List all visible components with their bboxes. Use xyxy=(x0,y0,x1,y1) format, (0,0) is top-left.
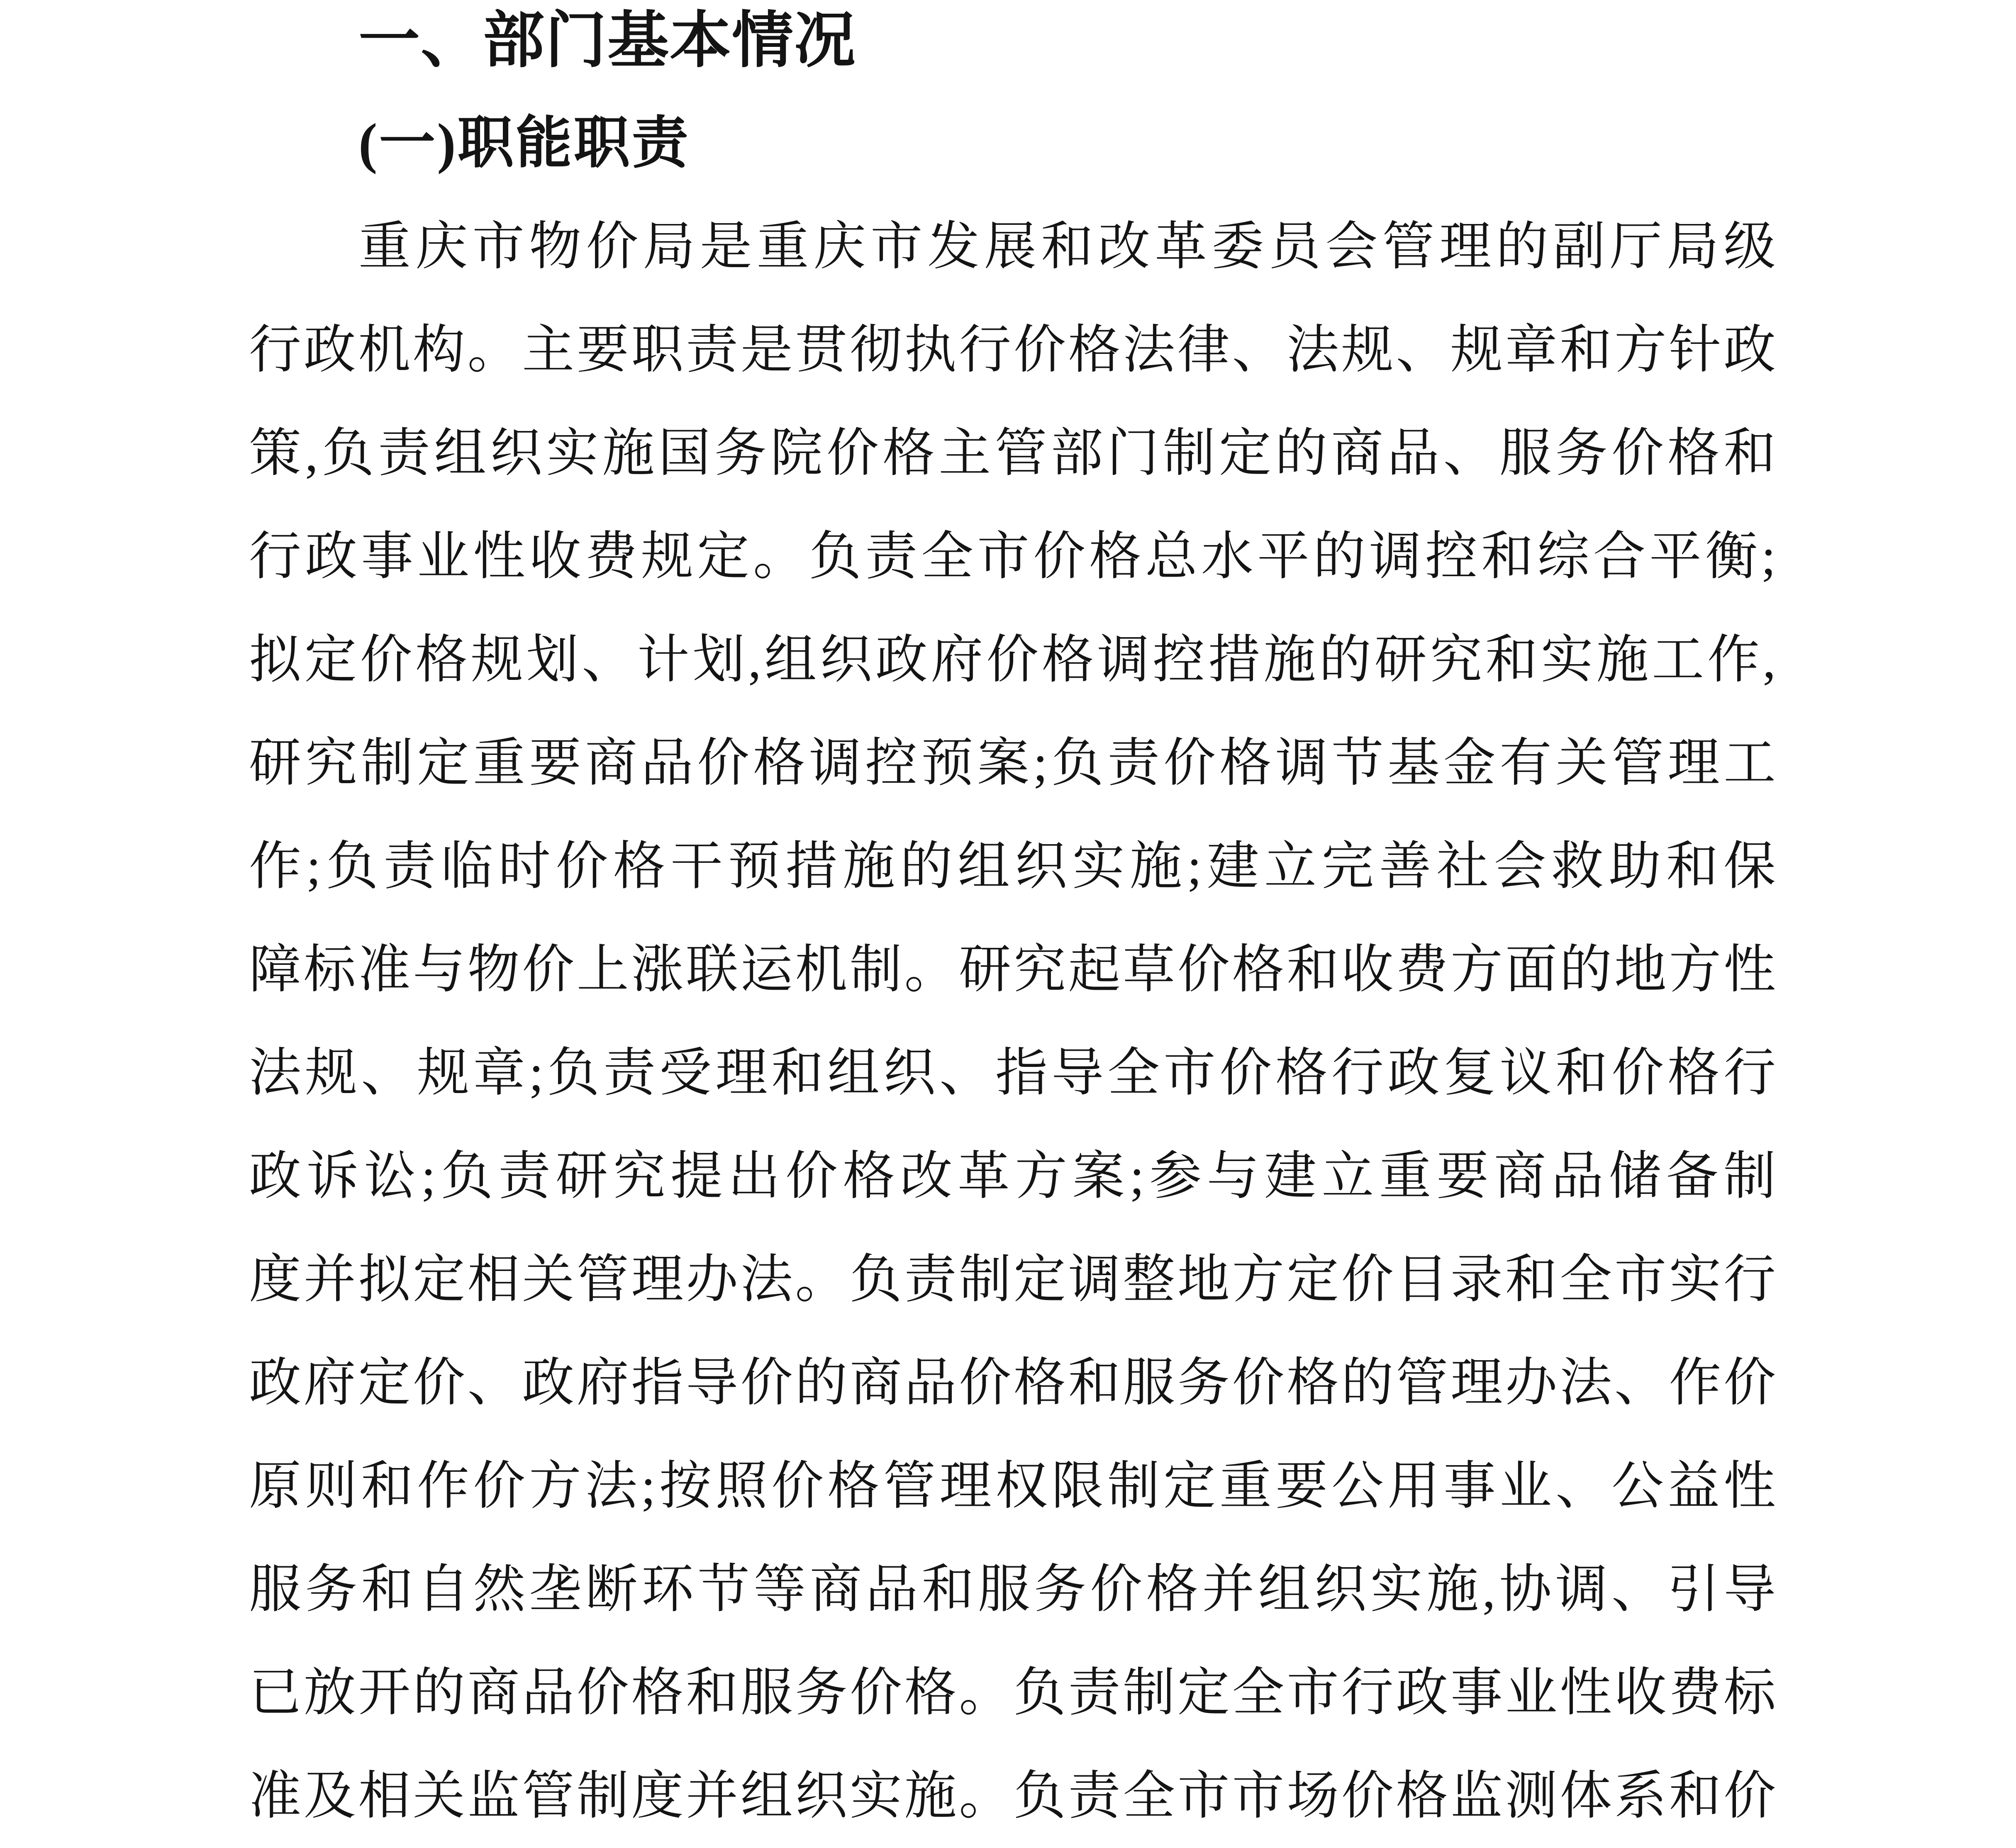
paragraph-line: 障标准与物价上涨联运机制。研究起草价格和收费方面的地方性 xyxy=(249,941,1776,999)
paragraph-line: 度并拟定相关管理办法。负责制定调整地方定价目录和全市实行 xyxy=(249,1251,1776,1309)
paragraph-line: 行政事业性收费规定。负责全市价格总水平的调控和综合平衡; xyxy=(249,528,1776,586)
paragraph-line: 拟定价格规划、计划,组织政府价格调控措施的研究和实施工作, xyxy=(249,631,1776,689)
section-heading: 一、部门基本情况 xyxy=(358,6,856,75)
paragraph-line: 原则和作价方法;按照价格管理权限制定重要公用事业、公益性 xyxy=(249,1458,1776,1515)
text-block xyxy=(249,0,1776,1848)
subsection-heading: (一)职能职责 xyxy=(358,112,690,175)
paragraph-line: 服务和自然垄断环节等商品和服务价格并组织实施,协调、引导 xyxy=(249,1561,1776,1619)
paragraph-line: 研究制定重要商品价格调控预案;负责价格调节基金有关管理工 xyxy=(249,735,1776,792)
paragraph-line: 政诉讼;负责研究提出价格改革方案;参与建立重要商品储备制 xyxy=(249,1148,1776,1205)
paragraph-line: 法规、规章;负责受理和组织、指导全市价格行政复议和价格行 xyxy=(249,1045,1776,1102)
paragraph-line: 政府定价、政府指导价的商品价格和服务价格的管理办法、作价 xyxy=(249,1354,1776,1412)
paragraph-line: 准及相关监管制度并组织实施。负责全市市场价格监测体系和价 xyxy=(249,1768,1776,1825)
paragraph-line: 已放开的商品价格和服务价格。负责制定全市行政事业性收费标 xyxy=(249,1664,1776,1722)
paragraph-line: 策,负责组织实施国务院价格主管部门制定的商品、服务价格和 xyxy=(249,425,1776,482)
paragraph-line: 重庆市物价局是重庆市发展和改革委员会管理的副厅局级 xyxy=(358,218,1776,276)
paragraph-line: 行政机构。主要职责是贯彻执行价格法律、法规、规章和方针政 xyxy=(249,321,1776,379)
paragraph-line: 作;负责临时价格干预措施的组织实施;建立完善社会救助和保 xyxy=(249,838,1776,896)
